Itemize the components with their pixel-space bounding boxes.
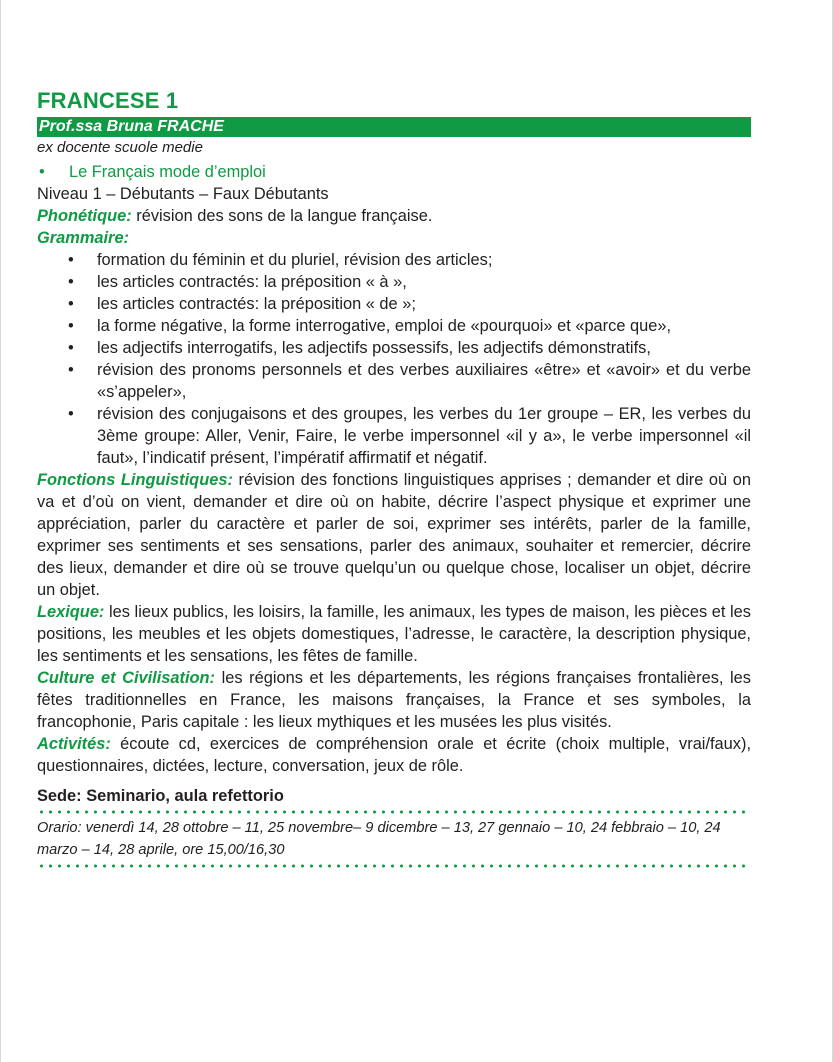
list-item: • révision des pronoms personnels et des verbes auxiliaires «être» et «avoir» et du verbe «s’appeler», [68, 361, 751, 401]
list-item: • les articles contractés: la préposition « de »; [68, 295, 416, 313]
course-name-line [37, 161, 751, 183]
culture-text: les régions et les départements, les régions françaises frontalières, les fêtes traditionnelles en France, les maisons françaises, la France et ses symboles, la francophonie, Paris capitale : les lieux mythiques et les musées les plus visités. [37, 669, 751, 731]
dotted-divider-top [37, 810, 751, 814]
course-name: Le Français mode d’emploi [69, 163, 266, 181]
grammaire-label: Grammaire: [37, 229, 130, 247]
activites-section [37, 733, 751, 777]
dotted-divider-bottom [37, 864, 751, 868]
activites-label: Activités: [37, 735, 111, 753]
fonctions-text: révision des fonctions linguistiques apprises ; demander et dire où on va et d’où on vient, demander et dire où on habite, décrire l’aspect physique et exprimer une appréciation, parler du caractère et parler de soi, exprimer ses intérêts, parler de la famille, exprimer ses sentiments et ses sensations, parler des animaux, souhaiter et remercier, décrire des lieux, demander et dire où se trouve quelqu’un ou quelque chose, localiser un objet, décrire un objet. [37, 471, 751, 599]
professor-bar: Prof.ssa Bruna FRACHE [37, 117, 751, 137]
lexique-section [37, 601, 751, 667]
course-bullet: • [39, 163, 45, 181]
phonetique-section [37, 205, 751, 227]
course-sheet [37, 86, 751, 871]
fonctions-section [37, 469, 751, 601]
fonctions-label: Fonctions Linguistiques: [37, 471, 233, 489]
lexique-label: Lexique: [37, 603, 105, 621]
phonetique-text: révision des sons de la langue française. [131, 207, 433, 225]
page-title: FRANCESE 1 [37, 88, 179, 113]
list-item: • la forme négative, la forme interrogative, emploi de «pourquoi» et «parce que», [68, 317, 672, 335]
list-item: • les adjectifs interrogatifs, les adjectifs possessifs, les adjectifs démonstratifs, [68, 339, 651, 357]
professor-subtitle: ex docente scuole medie [37, 139, 203, 156]
list-item: • formation du féminin et du pluriel, révision des articles; [68, 251, 493, 269]
culture-section [37, 667, 751, 733]
activites-text: écoute cd, exercices de compréhension orale et écrite (choix multiple, vrai/faux), questionnaires, dictées, lecture, conversation, jeux de rôle. [37, 735, 751, 775]
culture-label: Culture et Civilisation: [37, 669, 216, 687]
lexique-text: les lieux publics, les loisirs, la famille, les animaux, les types de maison, les pièces et les positions, les meubles et les objets domestiques, l’adresse, le caractère, la description physique, les sentiments et les sensations, les fêtes de famille. [37, 603, 751, 665]
phonetique-label: Phonétique: [37, 207, 132, 225]
list-item: • révision des conjugaisons et des groupes, les verbes du 1er groupe – ER, les verbes du 3ème groupe: Aller, Venir, Faire, le verbe impersonnel «il y a», le verbe impersonnel «il faut», l’indicatif présent, l’impératif affirmatif et négatif. [68, 405, 751, 467]
grammaire-list [37, 249, 751, 469]
list-item: • les articles contractés: la préposition « à », [68, 273, 407, 291]
course-level: Niveau 1 – Débutants – Faux Débutants [37, 185, 329, 203]
sede-line: Sede: Seminario, aula refettorio [37, 787, 284, 805]
orario-text: Orario: venerdì 14, 28 ottobre – 11, 25 novembre– 9 dicembre – 13, 27 gennaio – 10, 24 febbraio – 10, 24 marzo – 14, 28 aprile, ore 15,00/16,30 [37, 820, 721, 858]
